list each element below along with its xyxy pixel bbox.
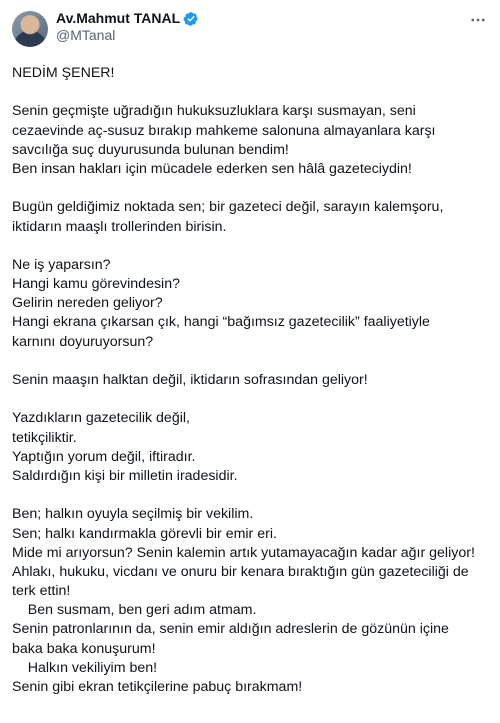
tweet-header [12,10,488,50]
paragraph-gap [12,390,488,409]
name-row [56,10,468,27]
tweet-line: Mide mi arıyorsun? Senin kalemin artık yutamayacağın kadar ağır geliyor! [12,544,475,561]
tweet-text [12,64,488,697]
tweet-line: Gelirin nereden geliyor? [12,295,163,312]
tweet-line: Sen; halkı kandırmakla görevli bir emir eri. [12,525,277,542]
tweet-line: baka baka konuşurum! [12,640,156,657]
tweet-line: Ben susmam, ben geri adım atmam. [12,602,257,619]
tweet-line: Ben; halkın oyuyla seçilmiş bir vekilim. [12,506,254,523]
verified-badge-icon[interactable] [183,11,199,27]
tweet-line: Senin gibi ekran tetikçilerine pabuç bırakmam! [12,679,303,695]
tweet-line: terk ettin! [12,583,71,600]
avatar[interactable] [12,11,48,47]
tweet-line: iktidarın maaşlı trollerinden birisin. [12,218,227,235]
tweet-line: Halkın vekiliyim ben! [12,659,158,676]
tweet-line: Saldırdığın kişi bir milletin iradesidir. [12,467,238,484]
tweet-line: Yaptığın yorum değil, iftiradır. [12,448,196,465]
paragraph-gap [12,352,488,371]
tweet-line: Senin patronlarının da, senin emir aldığın adreslerin de gözünün içine [12,621,449,638]
paragraph-gap [12,237,488,256]
tweet-line: Ben insan hakları için mücadele ederken sen hâlâ gazeteciydin! [12,160,412,177]
tweet-line: Bugün geldiğimiz noktada sen; bir gazeteci değil, sarayın kalemşoru, [12,199,444,216]
tweet-line: cezaevinde aç-susuz bırakıp mahkeme salonuna almayanlara karşı [12,122,436,139]
author-handle[interactable]: @MTanal [56,27,116,43]
paragraph-gap [12,83,488,102]
paragraph-gap [12,179,488,198]
more-options-icon[interactable] [468,10,488,30]
tweet-line: Yazdıkların gazetecilik değil, [12,410,190,427]
tweet-line: Senin maaşın halktan değil, iktidarın sofrasından geliyor! [12,372,368,388]
tweet-line: Ahlakı, hukuku, vicdanı ve onuru bir kenara bıraktığın gün gazeteciliği de [12,563,469,580]
author-info [56,10,468,44]
tweet-line: karnını doyuruyorsun? [12,333,154,350]
tweet-line: Ne iş yaparsın? [12,256,111,273]
tweet-line: Hangi kamu görevindesin? [12,276,180,293]
tweet-line: savcılığa suç duyurusunda bulunan bendim! [12,141,289,158]
author-display-name[interactable]: Av.Mahmut TANAL [56,10,181,26]
tweet-line: Senin geçmişte uğradığın hukuksuzluklara karşı susmayan, seni [12,103,416,120]
tweet-line: Hangi ekrana çıkarsan çık, hangi “bağımsız gazetecilik” faaliyetiyle [12,314,430,331]
paragraph-gap [12,486,488,505]
tweet-line: NEDİM ŞENER! [12,65,115,81]
tweet-line: tetikçiliktir. [12,429,77,446]
